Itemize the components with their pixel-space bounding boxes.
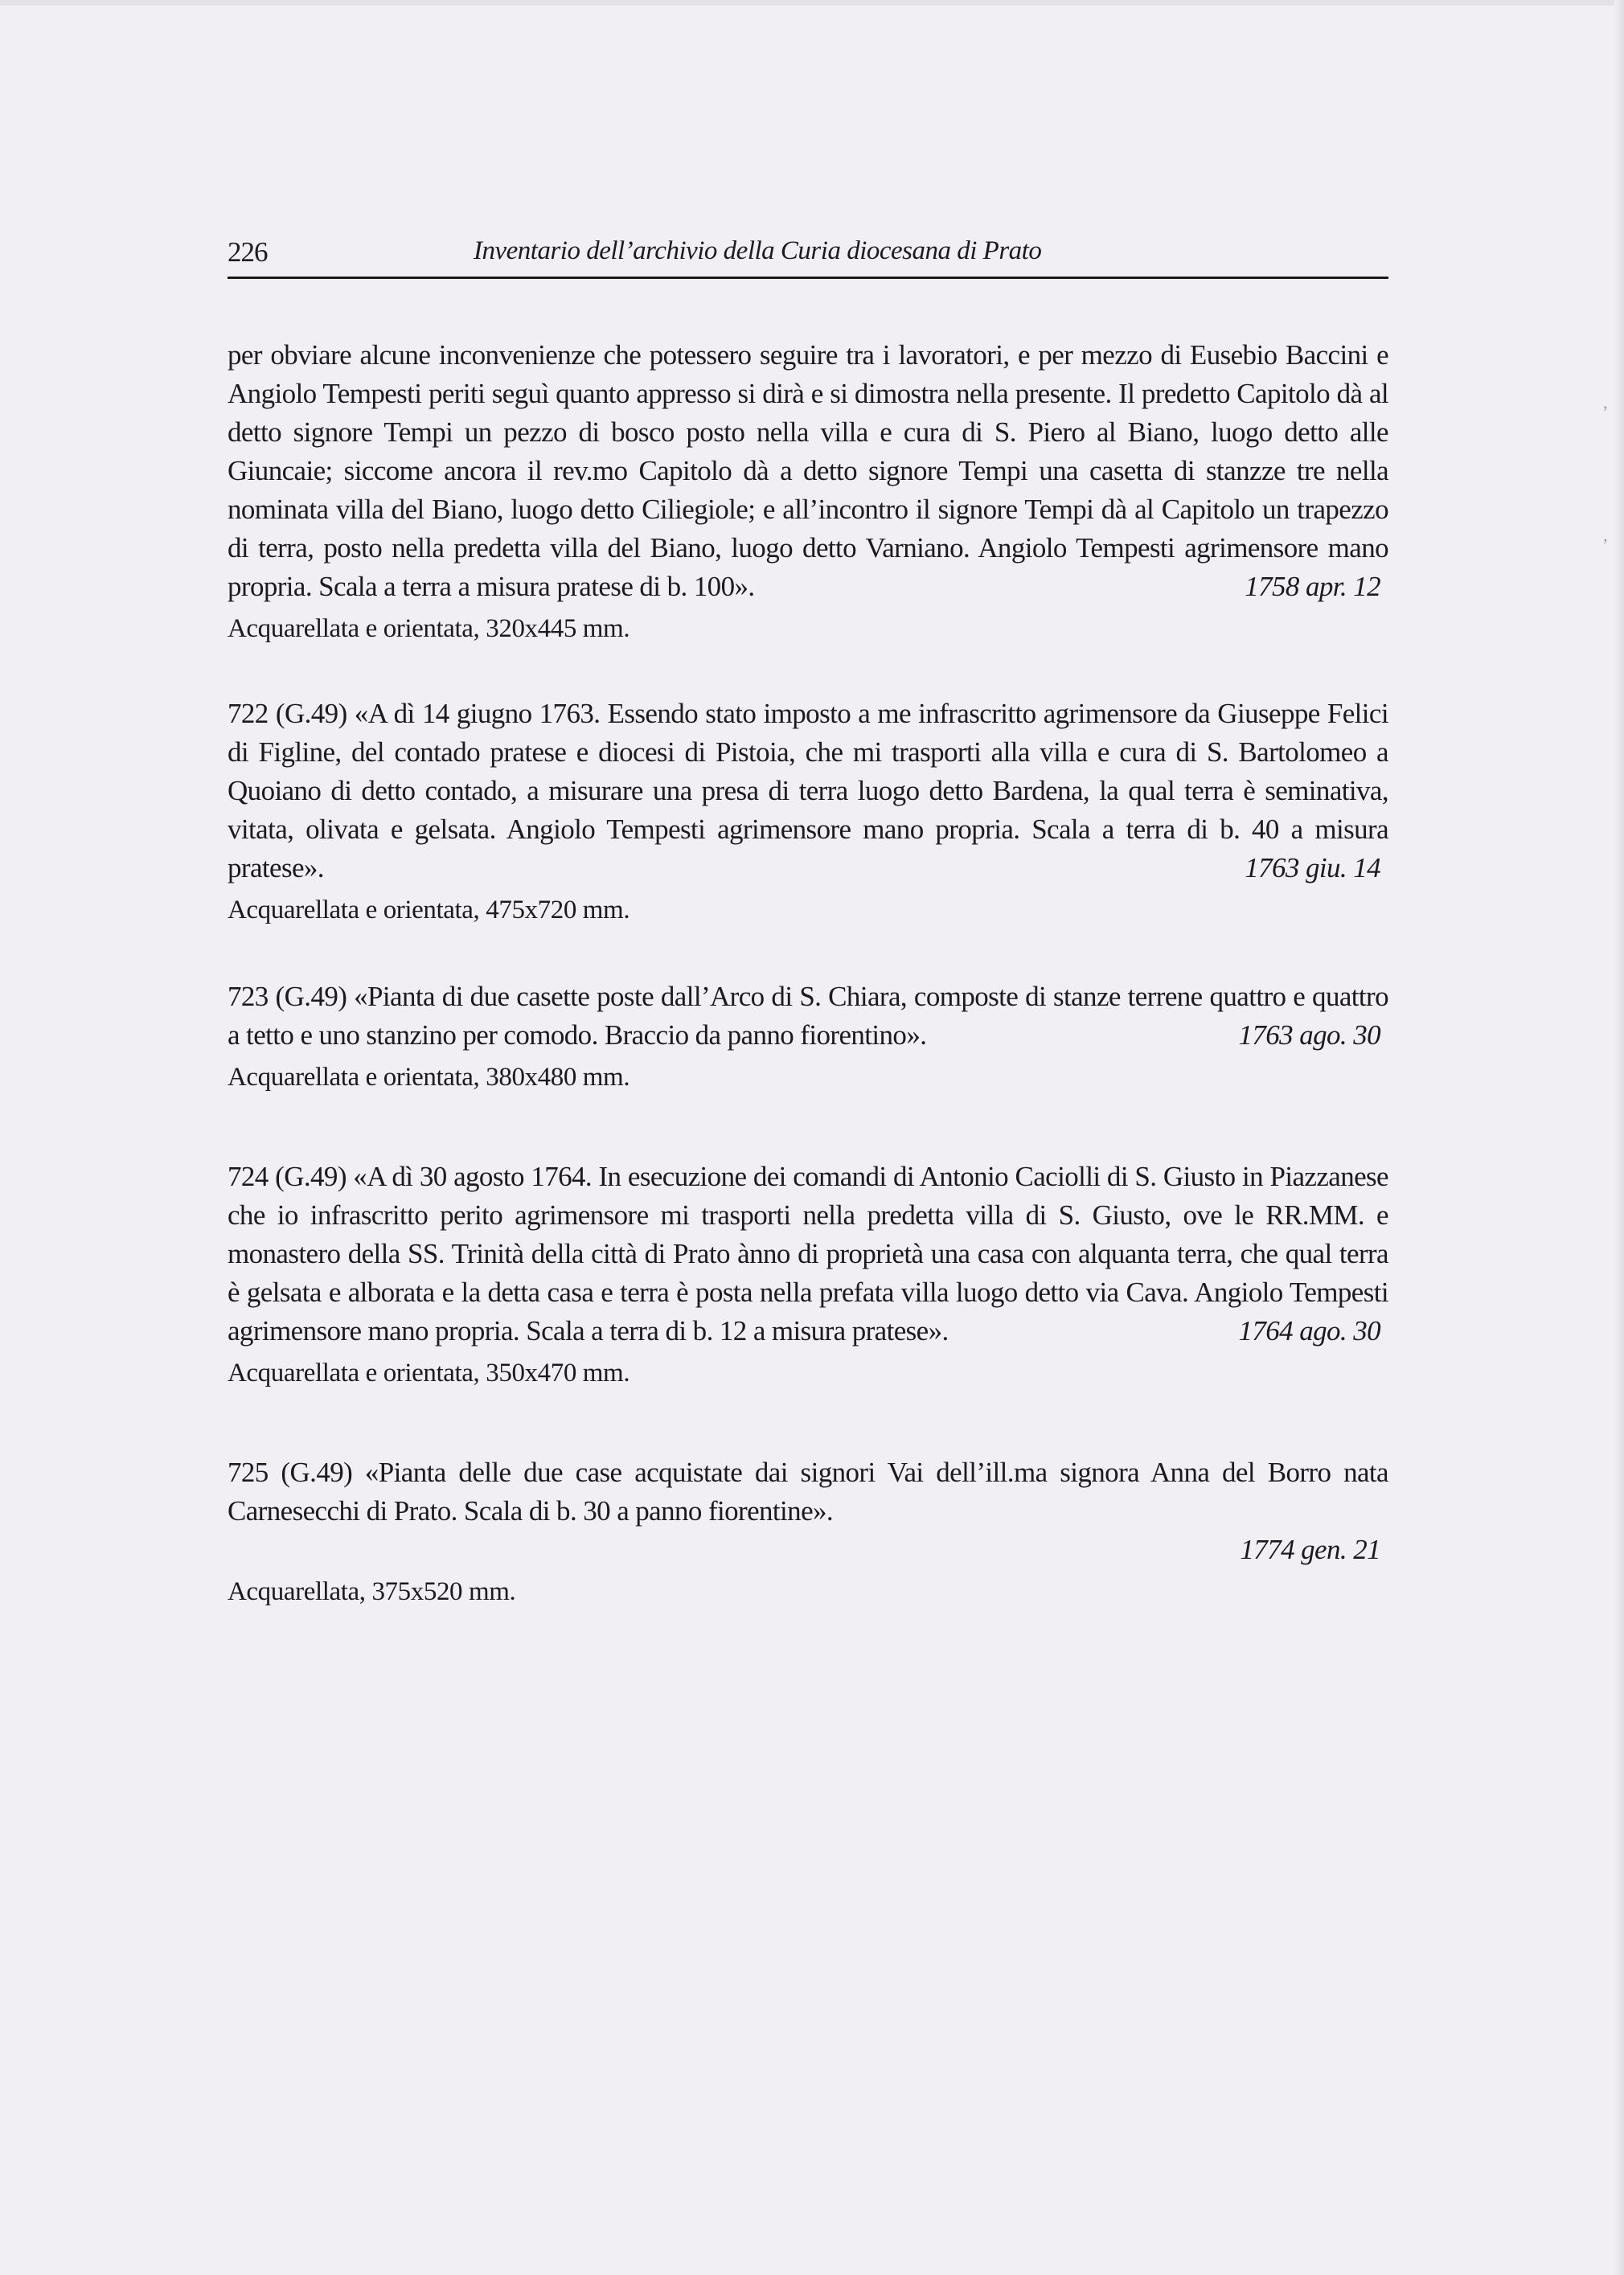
entry-text: 722 (G.49) «A dì 14 giugno 1763. Essendo stato imposto a me infrascritto agrimensore da Giuseppe Felici di Figline, del contado pratese e diocesi di Pistoia, che mi trasporti alla villa e cura di S. Bartolomeo a Quoiano di detto contado, a misurare una presa di terra luogo detto Bardena, la qual terra è seminativa, vitata, olivata e gelsata. Angiolo Tempesti agrimensore mano propria. Scala a terra di b. 40 a misura pratese». 1763 giu. 14 — [228, 695, 1388, 887]
entry-description: Acquarellata e orientata, 380x480 mm. — [228, 1063, 630, 1092]
entry-date: 1758 apr. 12 — [1245, 571, 1380, 602]
entry-723 — [228, 978, 1388, 1097]
entry-description: Acquarellata e orientata, 350x470 mm. — [228, 1359, 630, 1388]
entry-725 — [228, 1453, 1388, 1611]
margin-mark: ’ — [1602, 402, 1609, 422]
entry-text: 723 (G.49) «Pianta di due casette poste dall’Arco di S. Chiara, composte di stanze terrene quattro e quattro a tetto e uno stanzino per comodo. Braccio da panno fiorentino». 1763 ago. 30 — [228, 978, 1388, 1055]
entry-date: 1763 giu. 14 — [1245, 852, 1380, 883]
entry-724 — [228, 1158, 1388, 1392]
entry-description: Acquarellata, 375x520 mm. — [228, 1577, 516, 1606]
running-title: Inventario dell’archivio della Curia diocesana di Prato — [474, 236, 1042, 265]
entry-text: per obviare alcune inconvenienze che potessero seguire tra i lavoratori, e per mezzo di Eusebio Baccini e Angiolo Tempesti periti seguì quanto appresso si dirà e si dimostra nella presente. Il predetto Capitolo dà al detto signore Tempi un pezzo di bosco posto nella villa e cura di S. Piero al Biano, luogo detto alle Giuncaie; siccome ancora il rev.mo Capitolo dà a detto signore Tempi una casetta di stanzze tre nella nominata villa del Biano, luogo detto Ciliegiole; e all’incontro il signore Tempi dà al Capitolo un trapezzo di terra, posto nella predetta villa del Biano, luogo detto Varniano. Angiolo Tempesti agrimensore mano propria. Scala a terra a misura pratese di b. 100». 1758 apr. 12 — [228, 336, 1388, 606]
entry-text: 724 (G.49) «A dì 30 agosto 1764. In esecuzione dei comandi di Antonio Caciolli di S. Giusto in Piazzanese che io infrascritto perito agrimensore mi trasporti nella predetta villa di S. Giusto, ove le RR.MM. e monastero della SS. Trinità della città di Prato ànno di proprietà una casa con alquanta terra, che qual terra è gelsata e alborata e la detta casa e terra è posta nella prefata villa luogo detto via Cava. Angiolo Tempesti agrimensore mano propria. Scala a terra di b. 12 a misura pratese». 1764 ago. 30 — [228, 1158, 1388, 1351]
entry-date: 1774 gen. 21 — [1240, 1534, 1380, 1565]
running-header — [228, 233, 1388, 279]
entry-date: 1764 ago. 30 — [1238, 1315, 1380, 1347]
page-body — [228, 336, 1388, 1611]
entry-721-continuation — [228, 336, 1388, 648]
scan-top-edge — [0, 0, 1624, 6]
entry-722 — [228, 695, 1388, 929]
entry-description: Acquarellata e orientata, 320x445 mm. — [228, 614, 630, 643]
entry-description: Acquarellata e orientata, 475x720 mm. — [228, 896, 630, 924]
margin-mark: ’ — [1602, 535, 1609, 555]
page-right-edge — [1614, 0, 1624, 2275]
entry-text: 725 (G.49) «Pianta delle due case acquistate dai signori Vai dell’ill.ma signora Anna del Borro nata Carnesecchi di Prato. Scala di b. 30 a panno fiorentine». — [228, 1457, 1388, 1527]
entry-date: 1763 ago. 30 — [1238, 1019, 1380, 1051]
page-number: 226 — [228, 236, 268, 268]
